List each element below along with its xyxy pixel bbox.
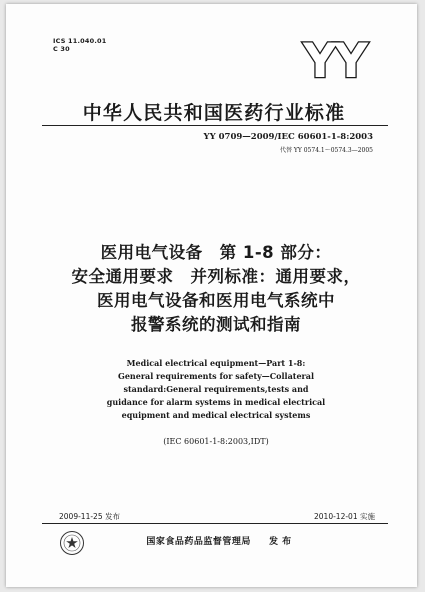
replaces-note: 代替 YY 0574.1～0574.3—2005: [280, 147, 373, 154]
document-title-zh: 医用电气设备 第 1-8 部分： 安全通用要求 并列标准：通用要求， 医用电气设备和医用电气系统中 报警系统的测试和指南: [71, 243, 361, 334]
standard-category-title: 中华人民共和国医药行业标准: [82, 102, 346, 124]
publish-date: 2009-11-25 发布: [59, 512, 120, 521]
category-code: C 30: [53, 45, 70, 53]
iec-equivalence: (IEC 60601-1-8:2003,IDT): [163, 437, 269, 446]
document-title-en: Medical electrical equipment—Part 1-8: General requirements for safety—Collateral standard:General requirements,tests and guidance for alarm systems in medical electrical equipment and medical electrical systems: [106, 358, 326, 420]
logo-text: YY: [302, 34, 366, 84]
classification-codes: [53, 37, 106, 53]
implement-date: 2010-12-01 实施: [314, 512, 375, 521]
yy-logo: [288, 30, 380, 84]
standard-code: YY 0709—2009/IEC 60601-1-8:2003: [203, 132, 373, 142]
issue-label: 发 布: [268, 537, 292, 547]
document-page: [6, 4, 417, 587]
footer-divider: [42, 523, 388, 524]
header-divider: [42, 125, 388, 126]
issuer-line: [46, 534, 392, 547]
issuer-name: 国家食品药品监督管理局: [146, 537, 251, 547]
ics-code: ICS 11.040.01: [53, 37, 107, 45]
